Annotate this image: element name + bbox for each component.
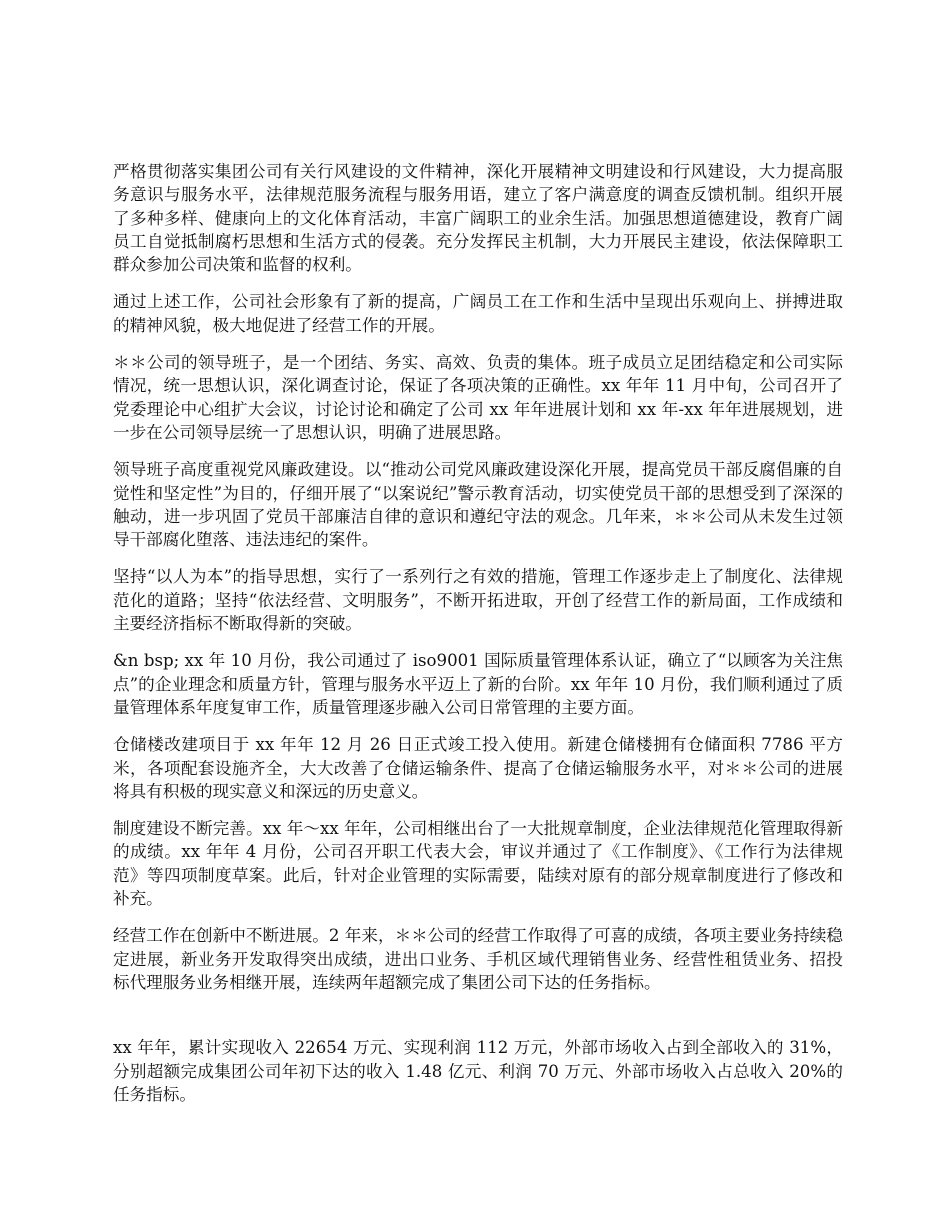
paragraph-anti-corruption: 领导班子高度重视党风廉政建设。以“推动公司党风廉政建设深化开展，提高党员干部反腐倡廉的自觉性和坚定性”为目的，仔细开展了“以案说纪”警示教育活动，切实使党员干部的思想受到了深深的触动，进一步巩固了党员干部廉洁自律的意识和遵纪守法的观念。几年来，＊＊公司从未发生过领导干部腐化堕落、违法违纪的案件。 — [113, 460, 843, 550]
paragraph-warehouse: 仓储楼改建项目于 xx 年年 12 月 26 日正式竣工投入使用。新建仓储楼拥有仓储面积 7786 平方米，各项配套设施齐全，大大改善了仓储运输条件、提高了仓储运输服务水平，对＊＊公司的进展将具有积极的现实意义和深远的历史意义。 — [113, 735, 843, 801]
paragraph-people-oriented: 坚持“以人为本”的指导思想，实行了一系列行之有效的措施，管理工作逐步走上了制度化、法律规范化的道路；坚持“依法经营、文明服务”，不断开拓进取，开创了经营工作的新局面，工作成绩和主要经济指标不断取得新的突破。 — [113, 567, 843, 634]
paragraph-leadership-team: ＊＊公司的领导班子，是一个团结、务实、高效、负责的集体。班子成员立足团结稳定和公司实际情况，统一思想认识，深化调查讨论，保证了各项决策的正确性。xx 年年 11 月中旬，公司召开了党委理论中心组扩大会议，讨论讨论和确定了公司 xx 年年进展计划和 xx 年-xx 年年进展规划，进一步在公司领导层统一了思想认识，明确了进展思路。 — [113, 353, 843, 442]
document-body — [113, 160, 843, 1120]
paragraph-regulations: 制度建设不断完善。xx 年～xx 年年，公司相继出台了一大批规章制度，企业法律规范化管理取得新的成绩。xx 年年 4 月份，公司召开职工代表大会，审议并通过了《工作制度》、《工作行为法律规范》等四项制度草案。此后，针对企业管理的实际需要，陆续对原有的部分规章制度进行了修改和补充。 — [113, 819, 843, 909]
paragraph-style-building: 严格贯彻落实集团公司有关行风建设的文件精神，深化开展精神文明建设和行风建设，大力提高服务意识与服务水平，法律规范服务流程与服务用语，建立了客户满意度的调查反馈机制。组织开展了多种多样、健康向上的文化体育活动，丰富广阔职工的业余生活。加强思想道德建设，教育广阔员工自觉抵制腐朽思想和生活方式的侵袭。充分发挥民主机制，大力开展民主建设，依法保障职工群众参加公司决策和监督的权利。 — [113, 162, 843, 275]
paragraph-revenue: xx 年年，累计实现收入 22654 万元、实现利润 112 万元，外部市场收入占到全部收入的 31%，分别超额完成集团公司年初下达的收入 1.48 亿元、利润 70 万元、外部市场收入占总收入 20%的任务指标。 — [113, 1038, 843, 1104]
paragraph-business-growth: 经营工作在创新中不断进展。2 年来，＊＊公司的经营工作取得了可喜的成绩，各项主要业务持续稳定进展，新业务开发取得突出成绩，进出口业务、手机区域代理销售业务、经营性租赁业务、招投标代理服务业务相继开展，连续两年超额完成了集团公司下达的任务指标。 — [113, 926, 843, 992]
paragraph-iso9001: &n bsp; xx 年 10 月份，我公司通过了 iso9001 国际质量管理体系认证，确立了“以顾客为关注焦点”的企业理念和质量方针，管理与服务水平迈上了新的台阶。xx 年年 10 月份，我们顺利通过了质量管理体系年度复审工作，质量管理逐步融入公司日常管理的主要方面。 — [113, 651, 843, 717]
paragraph-social-image: 通过上述工作，公司社会形象有了新的提高，广阔员工在工作和生活中呈现出乐观向上、拼搏进取的精神风貌，极大地促进了经营工作的开展。 — [113, 292, 843, 335]
